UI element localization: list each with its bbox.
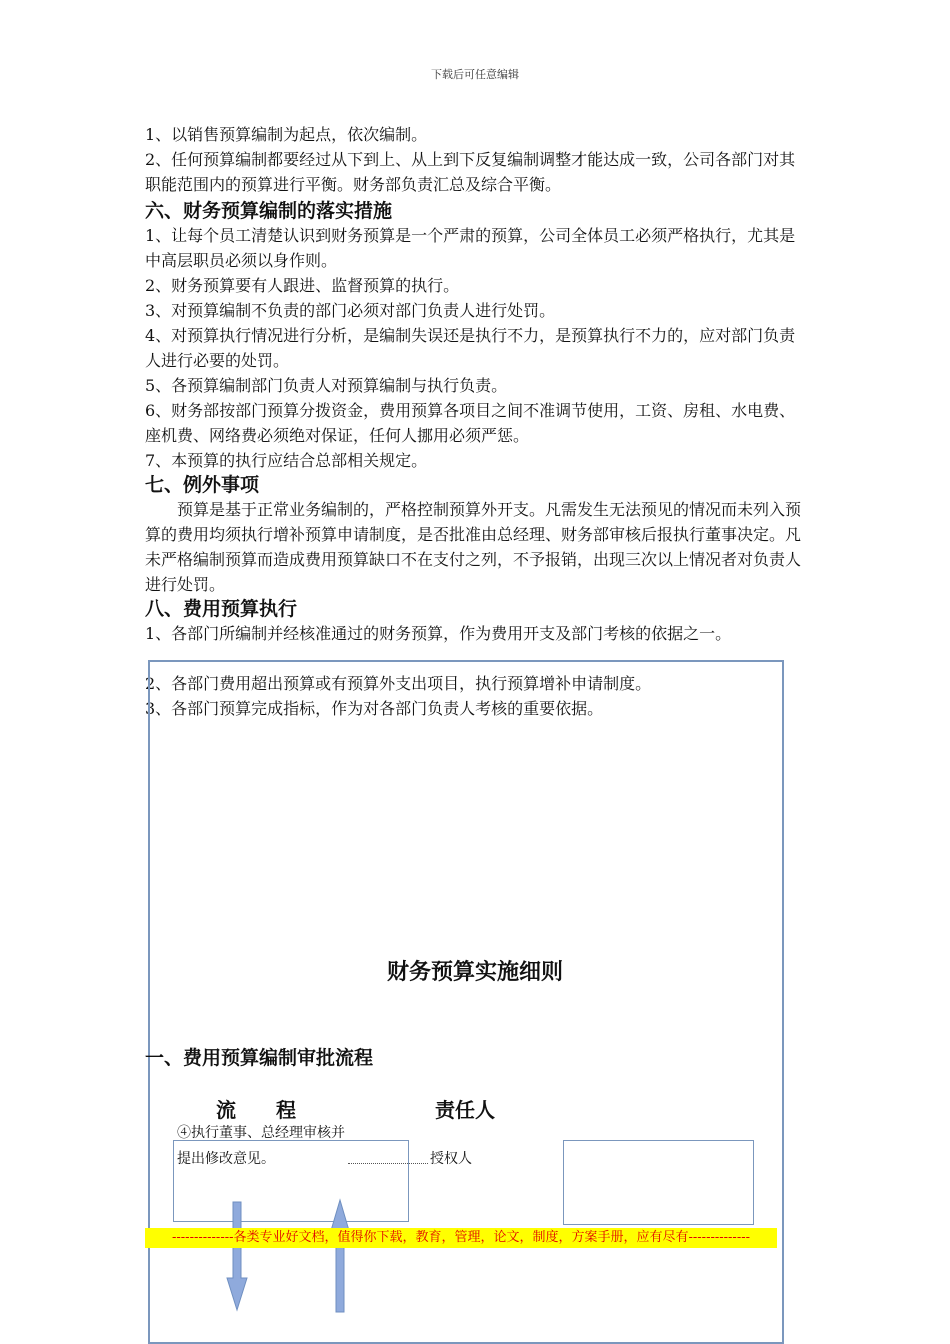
section6-item-5: 5、各预算编制部门负责人对预算编制与执行负责。 — [145, 376, 508, 395]
owner-label: 授权人 — [430, 1151, 472, 1167]
step4-text-line1: ④执行董事、总经理审核并 — [177, 1125, 345, 1141]
section6-item-7: 7、本预算的执行应结合总部相关规定。 — [145, 451, 428, 470]
step4-text-line2: 提出修改意见。 — [177, 1151, 275, 1167]
section6-title: 六、财务预算编制的落实措施 — [145, 200, 393, 222]
section8-title: 八、费用预算执行 — [145, 598, 298, 620]
flow-section-title: 一、费用预算编制审批流程 — [145, 1047, 374, 1069]
section8-item-2: 2、各部门费用超出预算或有预算外支出项目，执行预算增补申请制度。 — [145, 674, 652, 693]
paragraph-2: 2、任何预算编制都要经过从下到上、从上到下反复编制调整才能达成一致，公司各部门对其职能范围内的预算进行平衡。财务部负责汇总及综合平衡。 — [145, 150, 796, 194]
section6-item-3: 3、对预算编制不负责的部门必须对部门负责人进行处罚。 — [145, 301, 556, 320]
section6-item-6: 6、财务部按部门预算分拨资金，费用预算各项目之间不准调节使用，工资、房租、水电费、座机费、网络费必须绝对保证，任何人挪用必须严惩。 — [145, 401, 796, 445]
section6-item-1: 1、让每个员工清楚认识到财务预算是一个严肃的预算，公司全体员工必须严格执行，尤其是中高层职员必须以身作则。 — [145, 226, 796, 270]
section6-item-2: 2、财务预算要有人跟进、监督预算的执行。 — [145, 276, 460, 295]
column-header-process: 流 程 — [216, 1098, 296, 1122]
section8-item-3: 3、各部门预算完成指标，作为对各部门负责人考核的重要依据。 — [145, 699, 604, 718]
section6-item-4: 4、对预算执行情况进行分析，是编制失误还是执行不力，是预算执行不力的，应对部门负责人进行必要的处罚。 — [145, 326, 796, 370]
section8-item-1: 1、各部门所编制并经核准通过的财务预算，作为费用开支及部门考核的依据之一。 — [145, 624, 732, 643]
promo-banner: --------------各类专业好文档，值得你下载，教育，管理，论文，制度，方案手册，应有尽有-------------- — [145, 1228, 777, 1248]
section7-body: 预算是基于正常业务编制的，严格控制预算外开支。凡需发生无法预见的情况而未列入预算的费用均须执行增补预算申请制度，是否批准由总经理、财务部审核后报执行董事决定。凡未严格编制预算而造成费用预算缺口不在支付之列，不予报销，出现三次以上情况者对负责人进行处罚。 — [145, 500, 802, 594]
page-header: 下载后可任意编辑 — [431, 68, 519, 81]
owner-box — [563, 1140, 754, 1225]
section7-title: 七、例外事项 — [145, 474, 260, 496]
document-title: 财务预算实施细则 — [386, 960, 563, 985]
down-arrow-icon — [225, 1200, 249, 1314]
up-arrow-icon — [328, 1198, 352, 1314]
step4-box — [173, 1140, 409, 1222]
column-header-owner: 责任人 — [435, 1098, 495, 1122]
paragraph-1: 1、以销售预算编制为起点，依次编制。 — [145, 125, 428, 144]
